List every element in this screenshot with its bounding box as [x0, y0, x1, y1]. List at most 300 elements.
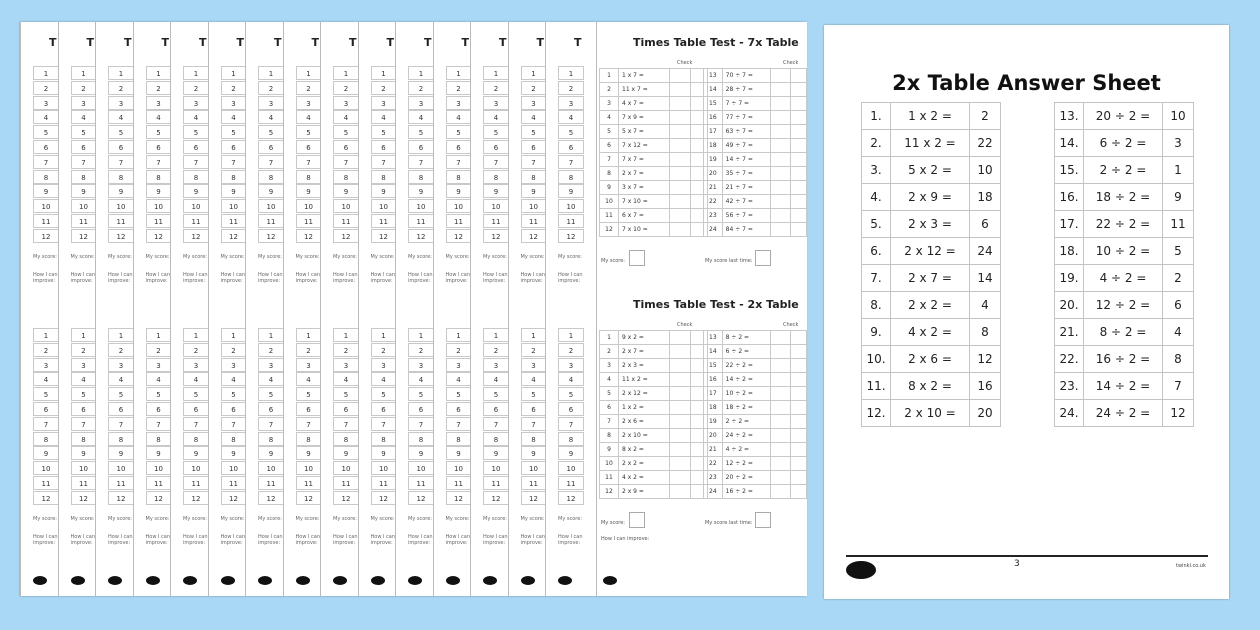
answer-cell	[770, 345, 790, 359]
question-text: 10 ÷ 2 =	[1084, 238, 1163, 265]
question-number: 7	[371, 417, 397, 431]
question-number: 6	[446, 402, 472, 416]
question-table-left	[599, 330, 708, 499]
improve-label: How I can improve:	[370, 272, 396, 284]
stacked-sheet	[245, 22, 286, 284]
question-number: 2	[258, 81, 284, 95]
question-number: 2	[558, 81, 584, 95]
question-text: 4 x 2 =	[891, 319, 970, 346]
question-text: 24 ÷ 2 =	[722, 429, 770, 443]
answer-cell	[770, 195, 790, 209]
improve-label: How I can improve:	[145, 534, 171, 546]
question-text: 2 x 9 =	[891, 184, 970, 211]
table-row	[600, 373, 708, 387]
sheet-title-fragment: T	[311, 36, 320, 49]
question-number: 11	[108, 476, 134, 490]
question-number: 7	[558, 155, 584, 169]
question-number: 11	[446, 476, 472, 490]
table-row	[704, 83, 807, 97]
answer-value: 6	[970, 211, 1001, 238]
question-number: 10	[146, 461, 172, 475]
question-text: 1 x 7 =	[619, 69, 670, 83]
question-number: 8	[221, 170, 247, 184]
question-number: 6	[558, 402, 584, 416]
score-label: My score:	[33, 254, 57, 260]
question-number: 9	[333, 184, 359, 198]
question-text: 2 x 7 =	[619, 345, 670, 359]
question-number: 9	[146, 446, 172, 460]
question-number: 10	[71, 461, 97, 475]
question-number: 6	[333, 402, 359, 416]
question-number: 10	[600, 195, 619, 209]
question-number: 7	[446, 155, 472, 169]
table-row	[1055, 130, 1194, 157]
check-cell	[790, 359, 806, 373]
question-number: 1	[521, 66, 547, 80]
question-number: 5	[446, 125, 472, 139]
question-number: 2	[108, 343, 134, 357]
stacked-sheet	[508, 22, 549, 284]
question-text: 4 ÷ 2 =	[1084, 265, 1163, 292]
question-number: 8	[258, 170, 284, 184]
question-number: 1	[71, 66, 97, 80]
question-number: 1	[108, 66, 134, 80]
question-text: 2 x 3 =	[891, 211, 970, 238]
score-label: My score:	[333, 254, 357, 260]
stacked-sheet	[20, 22, 61, 284]
check-cell	[790, 195, 806, 209]
question-number: 12	[146, 491, 172, 505]
question-number: 12	[446, 491, 472, 505]
question-number: 6	[371, 402, 397, 416]
question-number: 9	[71, 446, 97, 460]
question-number: 17.	[1055, 211, 1084, 238]
question-number: 1	[146, 328, 172, 342]
question-number: 14	[704, 83, 723, 97]
question-number: 9	[33, 184, 59, 198]
answer-cell	[770, 415, 790, 429]
question-number: 11	[221, 476, 247, 490]
table-row	[1055, 184, 1194, 211]
answer-cell	[770, 443, 790, 457]
question-number: 5	[600, 125, 619, 139]
question-number: 7	[333, 155, 359, 169]
question-number: 5	[258, 125, 284, 139]
question-number: 1	[333, 328, 359, 342]
question-number: 11	[33, 214, 59, 228]
question-number: 6	[333, 140, 359, 154]
check-cell	[790, 401, 806, 415]
question-number: 7	[408, 417, 434, 431]
score-label: My score:	[445, 254, 470, 260]
answer-cell	[670, 359, 691, 373]
sheet-title-fragment: T	[461, 36, 470, 49]
answer-cell	[770, 125, 790, 139]
question-number: 18.	[1055, 238, 1084, 265]
check-cell	[790, 111, 806, 125]
stacked-sheet	[133, 22, 174, 284]
question-number: 24.	[1055, 400, 1084, 427]
question-number: 6	[71, 402, 97, 416]
question-number: 9	[483, 184, 509, 198]
question-number: 8	[258, 432, 284, 446]
question-number: 12	[108, 491, 134, 505]
question-number: 13	[704, 69, 723, 83]
question-number: 7	[371, 155, 397, 169]
table-row	[600, 97, 708, 111]
question-number: 2	[446, 81, 472, 95]
question-number: 8	[108, 170, 134, 184]
question-number: 9	[33, 446, 59, 460]
question-number: 7	[600, 153, 619, 167]
check-cell	[790, 443, 806, 457]
answer-value: 14	[970, 265, 1001, 292]
question-number: 11.	[862, 373, 891, 400]
answer-cell	[770, 97, 790, 111]
question-number: 9	[408, 446, 434, 460]
answer-table-left	[861, 102, 1001, 427]
check-label: Check	[677, 60, 693, 66]
question-number: 4	[521, 372, 547, 386]
question-number: 2	[446, 343, 472, 357]
question-number: 7.	[862, 265, 891, 292]
question-number: 9	[408, 184, 434, 198]
question-number: 4	[258, 110, 284, 124]
question-number: 12	[296, 229, 322, 243]
score-box	[629, 250, 645, 266]
question-number: 4	[108, 372, 134, 386]
answer-cell	[770, 69, 790, 83]
question-number: 5	[33, 387, 59, 401]
question-number: 5	[183, 125, 209, 139]
question-number: 7	[221, 155, 247, 169]
question-text: 1 x 2 =	[891, 103, 970, 130]
question-number: 2	[371, 81, 397, 95]
check-cell	[790, 485, 806, 499]
question-number: 4	[446, 372, 472, 386]
question-number: 3	[33, 358, 59, 372]
footer-url: twinkl.co.uk	[1176, 563, 1206, 569]
question-number: 4	[296, 372, 322, 386]
check-cell	[790, 223, 806, 237]
question-number: 10	[108, 199, 134, 213]
question-number: 4	[371, 110, 397, 124]
answer-cell	[670, 429, 691, 443]
answer-cell	[770, 111, 790, 125]
score-label: My score:	[70, 254, 95, 260]
answer-value: 5	[1163, 238, 1194, 265]
question-number: 6	[408, 402, 434, 416]
question-number: 8	[296, 432, 322, 446]
question-number: 18	[704, 139, 723, 153]
question-number: 6	[296, 402, 322, 416]
table-row	[1055, 346, 1194, 373]
score-label: My score:	[183, 254, 207, 260]
stacked-sheet	[283, 22, 324, 284]
answer-cell	[670, 111, 691, 125]
question-number: 5	[296, 387, 322, 401]
question-number: 6	[221, 140, 247, 154]
question-text: 2 x 6 =	[619, 415, 670, 429]
question-number: 12	[521, 229, 547, 243]
twinkl-logo-icon	[296, 576, 310, 585]
question-number: 6	[408, 140, 434, 154]
score-label: My score:	[295, 254, 320, 260]
question-number: 6	[446, 140, 472, 154]
question-number: 6	[183, 140, 209, 154]
twinkl-logo-icon	[258, 576, 272, 585]
question-number: 2	[296, 81, 322, 95]
check-cell	[790, 471, 806, 485]
answer-cell	[670, 415, 691, 429]
table-row	[1055, 211, 1194, 238]
sheet-title-fragment: T	[199, 36, 207, 49]
question-number: 7	[71, 417, 97, 431]
question-number: 7	[183, 417, 209, 431]
stacked-sheet	[470, 284, 511, 596]
table-row	[704, 195, 807, 209]
question-number: 8	[600, 429, 619, 443]
stacked-sheet	[395, 284, 436, 596]
question-number: 5	[33, 125, 59, 139]
answer-cell	[670, 195, 691, 209]
sheet-title-fragment: T	[236, 36, 245, 49]
question-number: 11	[183, 214, 209, 228]
question-number: 8	[333, 432, 359, 446]
question-number: 3	[108, 96, 134, 110]
table-row	[704, 471, 807, 485]
question-number: 1	[600, 331, 619, 345]
answer-cell	[770, 209, 790, 223]
question-number: 1	[183, 66, 209, 80]
table-row	[862, 157, 1001, 184]
answer-cell	[770, 139, 790, 153]
question-number: 5	[600, 387, 619, 401]
improve-label: How I can improve:	[295, 272, 321, 284]
question-number: 1	[221, 66, 247, 80]
table-row	[704, 223, 807, 237]
question-number: 9	[521, 446, 547, 460]
question-number: 8	[221, 432, 247, 446]
question-number: 7	[446, 417, 472, 431]
question-number: 11	[600, 471, 619, 485]
question-number: 6	[258, 402, 284, 416]
question-number: 7	[146, 417, 172, 431]
sheet-title-fragment: T	[124, 36, 132, 49]
score-label: My score:	[370, 254, 395, 260]
question-number: 2	[146, 81, 172, 95]
improve-label: How I can improve:	[70, 272, 96, 284]
question-number: 10	[408, 461, 434, 475]
table-row	[704, 429, 807, 443]
question-number: 9	[108, 184, 134, 198]
check-cell	[790, 429, 806, 443]
score-label: My score:	[220, 516, 245, 522]
question-number: 5	[221, 125, 247, 139]
question-number: 11	[558, 476, 584, 490]
answer-cell	[670, 167, 691, 181]
question-number: 3	[33, 96, 59, 110]
improve-label: How I can improve:	[333, 272, 358, 284]
answer-cell	[770, 429, 790, 443]
table-row	[704, 387, 807, 401]
question-number: 8	[408, 432, 434, 446]
score-label: My score:	[295, 516, 320, 522]
question-number: 4	[483, 372, 509, 386]
answer-cell	[770, 167, 790, 181]
question-number: 4	[408, 372, 434, 386]
question-number: 1	[521, 328, 547, 342]
question-text: 2 x 7 =	[619, 167, 670, 181]
answer-cell	[770, 471, 790, 485]
question-number: 1	[71, 328, 97, 342]
question-number: 5	[108, 387, 134, 401]
improve-label: How I can improve:	[70, 534, 96, 546]
question-number: 4	[258, 372, 284, 386]
question-number: 5	[71, 125, 97, 139]
question-text: 2 x 2 =	[619, 457, 670, 471]
question-number: 2	[408, 81, 434, 95]
question-number: 8	[483, 170, 509, 184]
improve-label: How I can improve:	[145, 272, 171, 284]
question-number: 2	[183, 81, 209, 95]
question-number: 12	[71, 491, 97, 505]
question-text: 2 x 10 =	[891, 400, 970, 427]
question-number: 7	[221, 417, 247, 431]
question-number: 5	[408, 387, 434, 401]
table-row	[1055, 292, 1194, 319]
question-number: 4	[183, 110, 209, 124]
question-text: 8 x 2 =	[619, 443, 670, 457]
question-number: 11	[71, 214, 97, 228]
question-number: 12	[146, 229, 172, 243]
improve-label: How I can improve:	[445, 272, 471, 284]
answer-cell	[770, 457, 790, 471]
question-number: 13	[704, 331, 723, 345]
question-number: 6	[108, 402, 134, 416]
question-number: 9	[446, 184, 472, 198]
question-number: 7	[146, 155, 172, 169]
question-number: 12	[183, 491, 209, 505]
question-number: 4	[371, 372, 397, 386]
question-text: 56 ÷ 7 =	[722, 209, 770, 223]
question-number: 24	[704, 223, 723, 237]
table-row	[862, 373, 1001, 400]
improve-label: How I can improve:	[408, 534, 433, 546]
question-number: 7	[333, 417, 359, 431]
question-text: 20 ÷ 2 =	[722, 471, 770, 485]
table-row	[600, 401, 708, 415]
score-label: My score:	[601, 520, 625, 526]
question-number: 11	[221, 214, 247, 228]
question-number: 6	[521, 402, 547, 416]
question-number: 12	[221, 491, 247, 505]
question-number: 11	[408, 214, 434, 228]
question-number: 3	[183, 358, 209, 372]
twinkl-logo-icon	[183, 576, 197, 585]
question-number: 14	[704, 345, 723, 359]
question-number: 10	[446, 199, 472, 213]
score-label: My score:	[145, 254, 170, 260]
question-number: 10	[296, 199, 322, 213]
question-number: 8	[108, 432, 134, 446]
question-text: 28 ÷ 7 =	[722, 83, 770, 97]
improve-label: How I can improve:	[483, 272, 508, 284]
answer-cell	[770, 387, 790, 401]
question-text: 11 x 2 =	[619, 373, 670, 387]
question-number: 7	[296, 155, 322, 169]
question-number: 8	[333, 170, 359, 184]
twinkl-logo-icon	[33, 576, 47, 585]
answer-sheet-title: 2x Table Answer Sheet	[892, 71, 1161, 95]
question-number: 5	[183, 387, 209, 401]
twinkl-logo-icon	[221, 576, 235, 585]
question-number: 5	[521, 387, 547, 401]
question-number: 12	[221, 229, 247, 243]
table-row	[600, 345, 708, 359]
stacked-sheet	[95, 284, 136, 596]
question-number: 8	[371, 170, 397, 184]
table-row	[704, 167, 807, 181]
table-row	[704, 139, 807, 153]
score-label: My score:	[33, 516, 57, 522]
answer-value: 2	[970, 103, 1001, 130]
table-row	[862, 130, 1001, 157]
answer-value: 8	[1163, 346, 1194, 373]
question-number: 3	[483, 96, 509, 110]
question-text: 10 ÷ 2 =	[722, 387, 770, 401]
question-number: 4	[521, 110, 547, 124]
question-number: 11	[258, 476, 284, 490]
answer-cell	[670, 209, 691, 223]
question-number: 2	[408, 343, 434, 357]
stacked-sheet	[545, 22, 586, 284]
answer-value: 12	[1163, 400, 1194, 427]
question-number: 20.	[1055, 292, 1084, 319]
question-text: 2 x 3 =	[619, 359, 670, 373]
question-number: 12	[296, 491, 322, 505]
table-row	[862, 184, 1001, 211]
question-number: 2.	[862, 130, 891, 157]
answer-value: 1	[1163, 157, 1194, 184]
improve-label: How I can improve:	[108, 534, 133, 546]
question-text: 6 ÷ 2 =	[722, 345, 770, 359]
score-label: My score:	[558, 254, 582, 260]
question-number: 8	[146, 170, 172, 184]
score-label: My score:	[145, 516, 170, 522]
question-number: 11	[183, 476, 209, 490]
question-number: 9	[258, 184, 284, 198]
answer-cell	[770, 181, 790, 195]
question-text: 1 x 2 =	[619, 401, 670, 415]
score-last-label: My score last time:	[705, 520, 753, 526]
answer-value: 11	[1163, 211, 1194, 238]
question-number: 1	[258, 66, 284, 80]
answer-cell	[670, 223, 691, 237]
question-number: 22.	[1055, 346, 1084, 373]
question-number: 14.	[1055, 130, 1084, 157]
question-number: 7	[71, 155, 97, 169]
check-cell	[790, 181, 806, 195]
table-row	[600, 125, 708, 139]
question-number: 3	[221, 96, 247, 110]
question-number: 3	[521, 96, 547, 110]
table-row	[600, 457, 708, 471]
question-number: 2	[33, 343, 59, 357]
question-number: 3	[483, 358, 509, 372]
improve-label: How I can improve:	[183, 534, 208, 546]
question-number: 9	[333, 446, 359, 460]
